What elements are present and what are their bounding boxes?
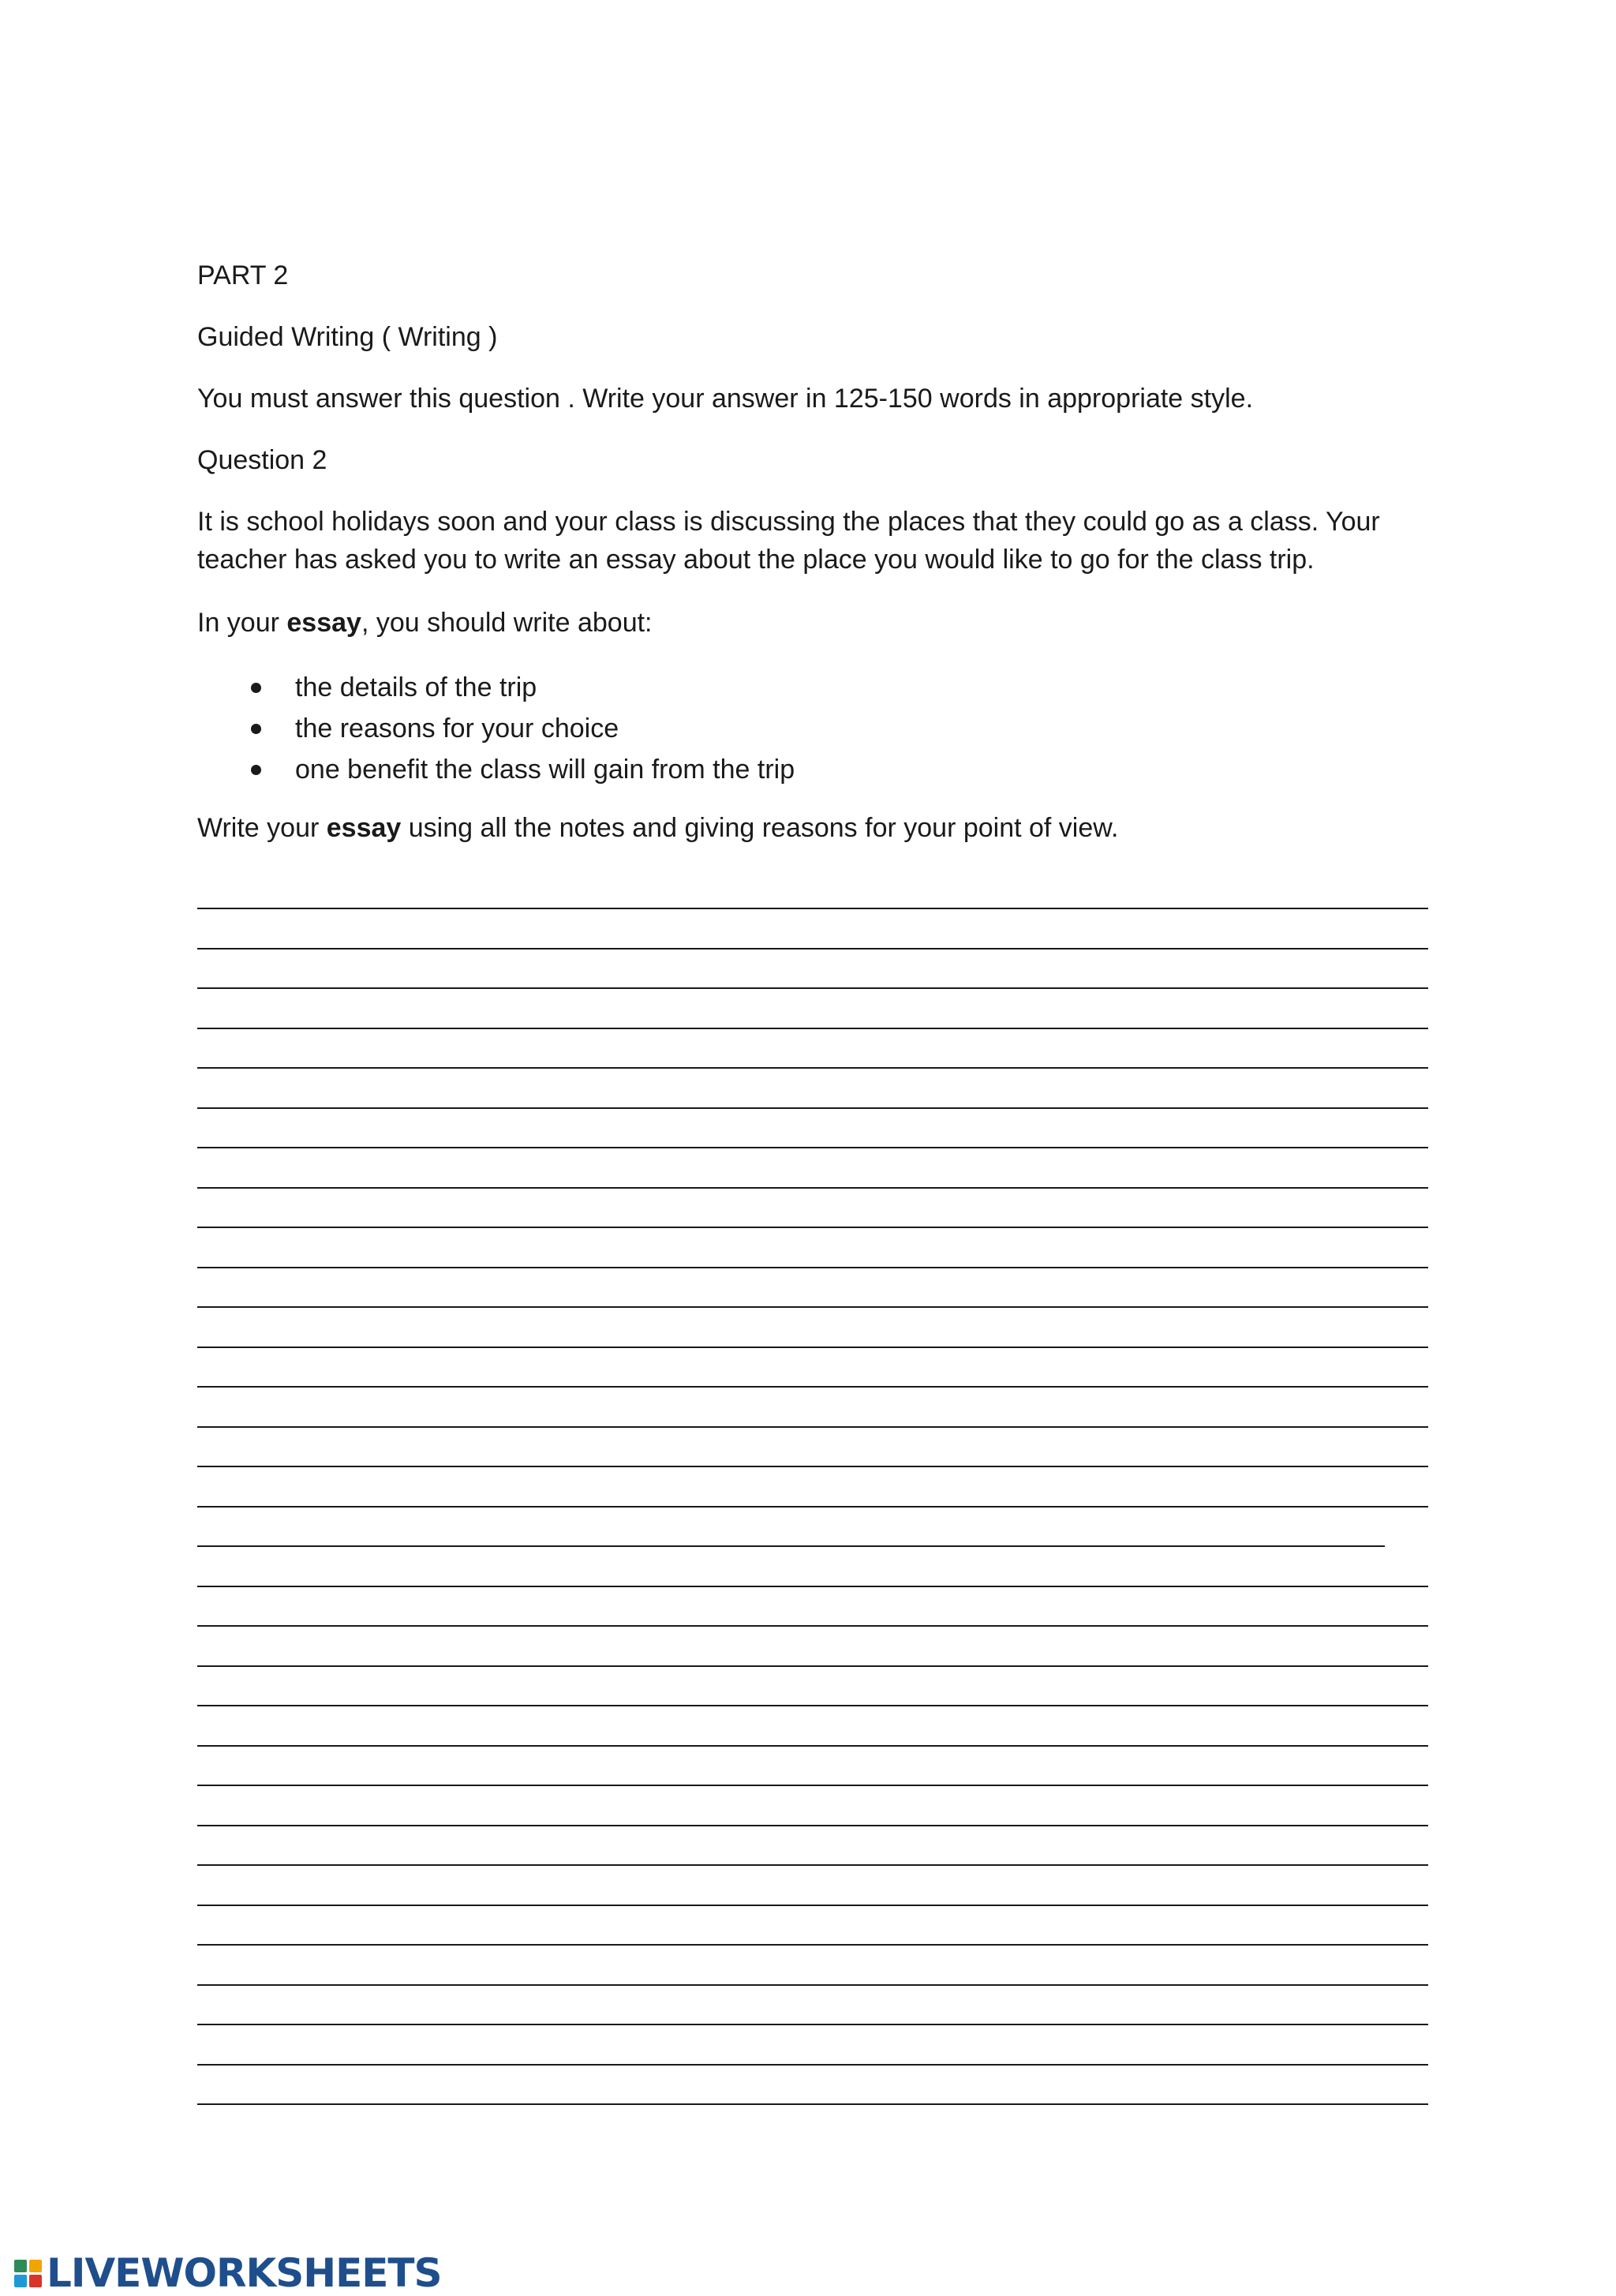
bullet-icon	[251, 765, 261, 775]
closing-text-before: Write your	[197, 813, 327, 843]
logo-blocks-icon	[14, 2260, 42, 2287]
writing-line[interactable]	[197, 1386, 1428, 1388]
writing-line[interactable]	[197, 1426, 1428, 1428]
intro-bold-word: essay	[286, 608, 361, 638]
section-title: Guided Writing ( Writing )	[197, 322, 498, 352]
writing-line[interactable]	[197, 1944, 1428, 1946]
list-item	[197, 749, 795, 790]
writing-line[interactable]	[197, 1267, 1428, 1268]
logo-block	[14, 2275, 27, 2287]
writing-line[interactable]	[197, 1984, 1428, 1986]
writing-line[interactable]	[197, 948, 1428, 949]
instructions-text: You must answer this question . Write your answer in 125-150 words in appropriate style.	[197, 384, 1254, 414]
logo-text: LIVEWORKSHEETS	[47, 2250, 442, 2296]
writing-line[interactable]	[197, 1665, 1428, 1667]
question-prompt: It is school holidays soon and your class is discussing the places that they could go as a class. Your teacher has asked you to write an essay about the place you would like to go for the class trip.	[197, 507, 1380, 575]
writing-line[interactable]	[197, 1705, 1428, 1706]
writing-line[interactable]	[197, 1864, 1428, 1866]
writing-line[interactable]	[197, 1107, 1428, 1109]
bullet-icon	[251, 724, 261, 734]
point-text: one benefit the class will gain from the trip	[295, 755, 795, 785]
intro-text-before: In your	[197, 608, 287, 638]
question-label: Question 2	[197, 445, 327, 475]
writing-line[interactable]	[197, 1347, 1428, 1348]
writing-line[interactable]	[197, 1187, 1428, 1189]
logo-block	[14, 2260, 27, 2272]
writing-line[interactable]	[197, 1067, 1428, 1069]
writing-line[interactable]	[197, 987, 1428, 989]
logo-block	[29, 2260, 42, 2272]
part-title: PART 2	[197, 260, 289, 290]
point-text: the reasons for your choice	[295, 714, 619, 743]
writing-line[interactable]	[197, 1306, 1428, 1308]
closing-bold-word: essay	[326, 813, 402, 843]
intro-line	[197, 604, 653, 642]
writing-line[interactable]	[197, 1785, 1428, 1786]
writing-line[interactable]	[197, 1625, 1428, 1627]
writing-line[interactable]	[197, 1545, 1385, 1547]
writing-line[interactable]	[197, 1466, 1428, 1467]
writing-line[interactable]	[197, 1227, 1428, 1228]
writing-line[interactable]	[197, 2024, 1428, 2025]
writing-line[interactable]	[197, 2064, 1428, 2066]
writing-line[interactable]	[197, 1147, 1428, 1148]
list-item	[197, 708, 795, 749]
intro-text-after: , you should write about:	[361, 608, 653, 638]
closing-instruction	[197, 809, 1118, 847]
writing-line[interactable]	[197, 2103, 1428, 2105]
bullet-icon	[251, 683, 261, 693]
writing-line[interactable]	[197, 908, 1428, 909]
closing-text-after: using all the notes and giving reasons for your point of view.	[401, 813, 1119, 843]
writing-line[interactable]	[197, 1825, 1428, 1826]
writing-points-list	[197, 667, 795, 790]
writing-line[interactable]	[197, 1586, 1428, 1587]
writing-line[interactable]	[197, 1905, 1428, 1906]
point-text: the details of the trip	[295, 672, 537, 702]
liveworksheets-logo	[14, 2250, 442, 2296]
writing-line[interactable]	[197, 1745, 1428, 1747]
writing-line[interactable]	[197, 1028, 1428, 1029]
writing-line[interactable]	[197, 1506, 1428, 1508]
list-item	[197, 667, 795, 708]
logo-block	[29, 2275, 42, 2287]
